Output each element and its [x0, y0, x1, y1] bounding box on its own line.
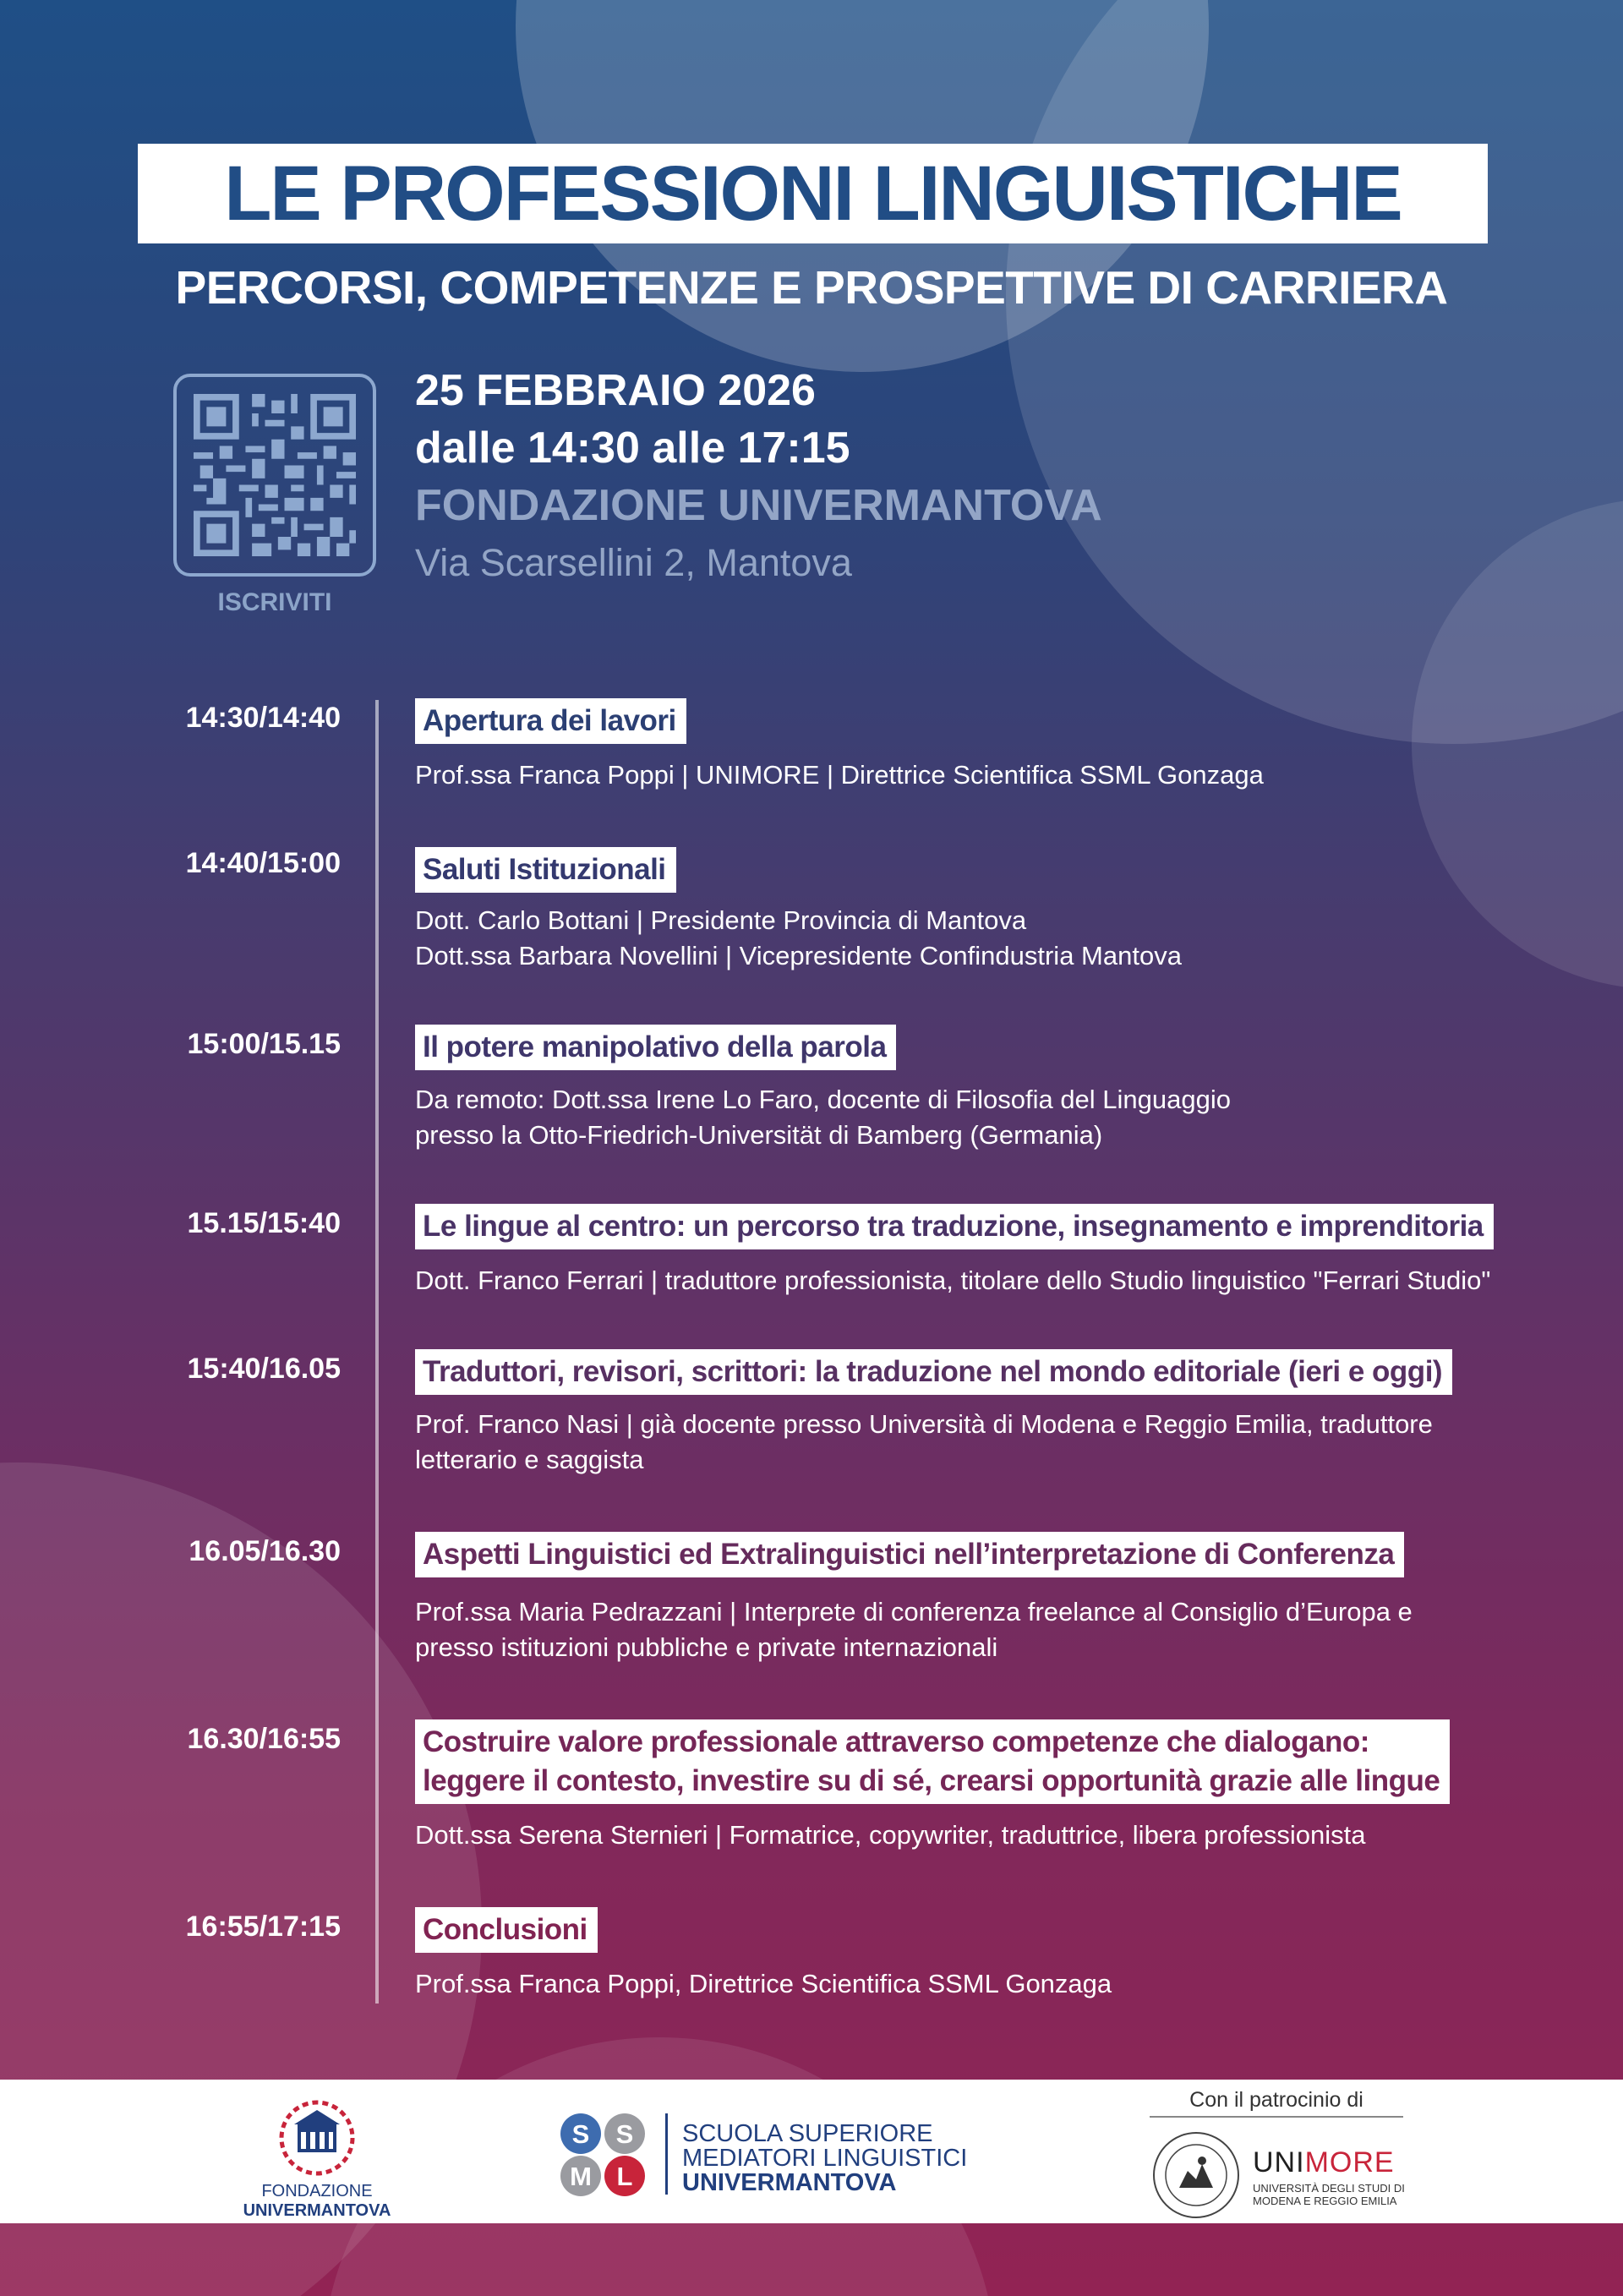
ssml-logo — [557, 2112, 997, 2196]
event-time: dalle 14:30 alle 17:15 — [415, 424, 850, 473]
unimore-sub-line2: MODENA E REGGIO EMILIA — [1253, 2195, 1397, 2207]
ssml-divider — [665, 2113, 668, 2195]
agenda-speakers — [415, 1263, 1531, 1298]
agenda-speakers — [415, 903, 1531, 974]
event-venue: FONDAZIONE UNIVERMANTOVA — [415, 481, 1102, 530]
agenda-time: 15:40/16.05 — [187, 1353, 341, 1385]
speaker-line: Da remoto: Dott.ssa Irene Lo Faro, docente di Filosofia del Linguaggio — [415, 1085, 1231, 1114]
ssml-letter: L — [616, 2162, 633, 2191]
patronage-label: Con il patrocinio di — [1189, 2088, 1363, 2112]
agenda-speakers — [415, 1818, 1531, 1853]
agenda-title — [415, 1349, 1452, 1395]
ssml-circles-icon — [557, 2112, 650, 2196]
fondazione-logo — [186, 2098, 448, 2221]
event-address: Via Scarsellini 2, Mantova — [415, 541, 852, 584]
title-box — [138, 144, 1488, 243]
speaker-line: Prof. Franco Nasi | già docente presso Università di Modena e Reggio Emilia, traduttore — [415, 1409, 1433, 1439]
ssml-letter: M — [570, 2162, 592, 2191]
register-label[interactable]: ISCRIVITI — [217, 588, 332, 616]
patronage-rule — [1150, 2116, 1403, 2118]
qr-code-icon[interactable] — [173, 374, 376, 577]
ssml-letter: S — [615, 2119, 634, 2149]
agenda-title — [415, 698, 686, 744]
agenda-title-line: Le lingue al centro: un percorso tra traduzione, insegnamento e imprenditoria — [423, 1210, 1484, 1243]
patronage — [1150, 2088, 1405, 2207]
agenda-time: 16.05/16.30 — [189, 1535, 341, 1567]
agenda-time: 16.30/16:55 — [187, 1723, 341, 1755]
fondazione-crest-icon — [270, 2098, 363, 2178]
speaker-line: presso istituzioni pubbliche e private internazionali — [415, 1632, 998, 1662]
page-subtitle: PERCORSI, COMPETENZE E PROSPETTIVE DI CARRIERA — [175, 261, 1448, 314]
ssml-name-line1: SCUOLA SUPERIORE — [682, 2120, 933, 2147]
speaker-line: Dott. Franco Ferrari | traduttore professionista, titolare dello Studio linguistico "Ferrari Studio" — [415, 1266, 1491, 1295]
agenda-title — [415, 1907, 598, 1953]
qr-code-graphic — [194, 394, 356, 556]
event-date: 25 FEBBRAIO 2026 — [415, 366, 816, 415]
footer-logos — [0, 2080, 1623, 2223]
agenda-speakers — [415, 1082, 1531, 1153]
speaker-line: Prof.ssa Franca Poppi | UNIMORE | Direttrice Scientifica SSML Gonzaga — [415, 760, 1264, 790]
unimore-sub-line1: UNIVERSITÀ DEGLI STUDI DI — [1253, 2182, 1405, 2195]
fondazione-name-line1: FONDAZIONE — [261, 2182, 373, 2200]
speaker-line: Prof.ssa Maria Pedrazzani | Interprete di conferenza freelance al Consiglio d’Europa e — [415, 1597, 1413, 1626]
speaker-line: presso la Otto-Friedrich-Universität di Bamberg (Germania) — [415, 1120, 1103, 1150]
agenda-title-line: Traduttori, revisori, scrittori: la traduzione nel mondo editoriale (ieri e oggi) — [423, 1355, 1443, 1388]
agenda-title-line: leggere il contesto, investire su di sé, crearsi opportunità grazie alle lingue — [423, 1764, 1440, 1797]
speaker-line: Prof.ssa Franca Poppi, Direttrice Scientifica SSML Gonzaga — [415, 1969, 1112, 1998]
agenda-title — [415, 1532, 1404, 1577]
timeline-line — [375, 700, 379, 2004]
ssml-letter: S — [571, 2119, 590, 2149]
unimore-name-part1: UNI — [1253, 2146, 1305, 2178]
unimore-subtitle — [1253, 2182, 1405, 2207]
agenda-title-line: Aspetti Linguistici ed Extralinguistici nell’interpretazione di Conferenza — [423, 1538, 1395, 1571]
agenda-speakers — [415, 1594, 1531, 1665]
agenda-title — [415, 847, 676, 893]
speaker-line: letterario e saggista — [415, 1445, 644, 1474]
agenda-title — [415, 1025, 896, 1070]
unimore-name-part2: MORE — [1304, 2146, 1395, 2178]
agenda-title-line: Il potere manipolativo della parola — [423, 1030, 887, 1063]
agenda-time: 15.15/15:40 — [187, 1207, 341, 1239]
ssml-name — [682, 2122, 967, 2195]
agenda-time: 14:40/15:00 — [185, 847, 341, 879]
agenda-speakers — [415, 1966, 1531, 2002]
agenda-speakers — [415, 757, 1531, 793]
speaker-line: Dott.ssa Barbara Novellini | Vicepresidente Confindustria Mantova — [415, 941, 1182, 970]
agenda-title — [415, 1204, 1494, 1249]
fondazione-name-line2: UNIVERMANTOVA — [243, 2201, 391, 2220]
agenda-time: 16:55/17:15 — [185, 1911, 341, 1943]
agenda-time: 14:30/14:40 — [185, 702, 341, 734]
page-title: LE PROFESSIONI LINGUISTICHE — [224, 150, 1402, 237]
speaker-line: Dott. Carlo Bottani | Presidente Provincia di Mantova — [415, 905, 1027, 935]
agenda-time: 15:00/15.15 — [187, 1028, 341, 1060]
agenda-title-line: Apertura dei lavori — [423, 704, 676, 737]
speaker-line: Dott.ssa Serena Sternieri | Formatrice, copywriter, traduttrice, libera professionista — [415, 1820, 1366, 1850]
ssml-name-line3: UNIVERMANTOVA — [682, 2169, 897, 2196]
unimore-name — [1253, 2146, 1395, 2179]
agenda-speakers — [415, 1407, 1531, 1478]
agenda-title-line: Saluti Istituzionali — [423, 853, 666, 886]
agenda-title-line: Costruire valore professionale attraverso competenze che dialogano: — [423, 1725, 1369, 1758]
agenda-title-line: Conclusioni — [423, 1913, 587, 1946]
event-info — [415, 362, 1102, 592]
ssml-name-line2: MEDIATORI LINGUISTICI — [682, 2145, 968, 2172]
unimore-seal-icon — [1150, 2129, 1243, 2222]
agenda-title — [415, 1719, 1450, 1804]
